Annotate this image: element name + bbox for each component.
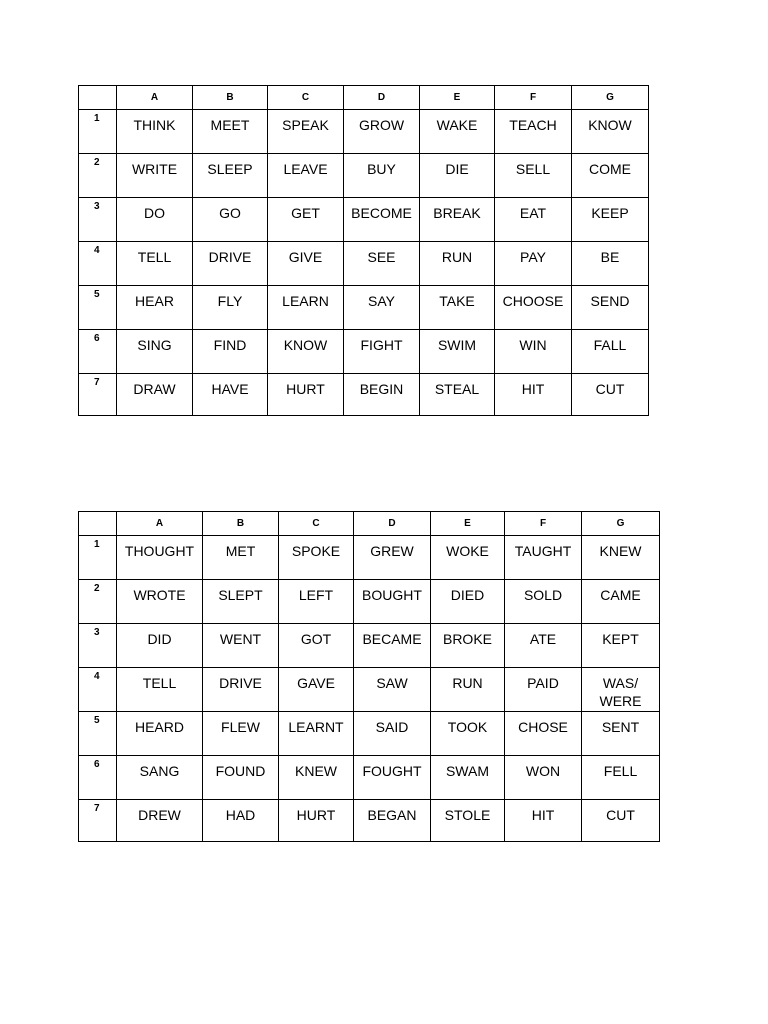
verb-cell: DID [117, 624, 203, 668]
verb-cell: FLEW [203, 712, 279, 756]
verb-cell: BUY [344, 154, 420, 198]
verb-cell: GAVE [279, 668, 354, 712]
column-header: G [582, 512, 660, 536]
verb-cell: DRIVE [193, 242, 268, 286]
corner-cell [79, 86, 117, 110]
verb-cell: CAME [582, 580, 660, 624]
header-row [79, 86, 649, 110]
verb-cell: WRITE [117, 154, 193, 198]
verb-cell: SPEAK [268, 110, 344, 154]
verb-cell: HURT [268, 374, 344, 416]
verb-cell: BE [572, 242, 649, 286]
verb-cell: SENT [582, 712, 660, 756]
verb-cell: SEND [572, 286, 649, 330]
verb-cell: THOUGHT [117, 536, 203, 580]
verb-cell: KEEP [572, 198, 649, 242]
verb-cell: TAUGHT [505, 536, 582, 580]
verb-cell: BEGAN [354, 800, 431, 842]
row-number: 3 [79, 624, 117, 668]
verb-cell: KNEW [279, 756, 354, 800]
verb-cell: DREW [117, 800, 203, 842]
column-header: A [117, 512, 203, 536]
verb-cell: LEAVE [268, 154, 344, 198]
table-row [79, 198, 649, 242]
table-row [79, 374, 649, 416]
verb-cell: THINK [117, 110, 193, 154]
verb-cell: SOLD [505, 580, 582, 624]
verb-cell: KEPT [582, 624, 660, 668]
table-row [79, 154, 649, 198]
verb-cell: GOT [279, 624, 354, 668]
verb-cell: LEARNT [279, 712, 354, 756]
verb-cell: SLEEP [193, 154, 268, 198]
verb-cell: WAS/ WERE [582, 668, 660, 712]
verb-cell: STOLE [431, 800, 505, 842]
row-number: 5 [79, 286, 117, 330]
verb-cell: KNEW [582, 536, 660, 580]
table-row [79, 668, 660, 712]
table-row [79, 286, 649, 330]
column-header: B [193, 86, 268, 110]
verb-cell: BREAK [420, 198, 495, 242]
verb-cell: FIGHT [344, 330, 420, 374]
verb-cell: CHOOSE [495, 286, 572, 330]
row-number: 4 [79, 242, 117, 286]
row-number: 6 [79, 756, 117, 800]
table-row [79, 330, 649, 374]
verb-cell: CUT [582, 800, 660, 842]
row-number: 5 [79, 712, 117, 756]
verb-cell: PAID [505, 668, 582, 712]
verb-cell: WIN [495, 330, 572, 374]
table-row [79, 536, 660, 580]
verb-cell: ATE [505, 624, 582, 668]
row-number: 4 [79, 668, 117, 712]
verb-cell: WON [505, 756, 582, 800]
verb-cell: DO [117, 198, 193, 242]
verb-cell: FOUND [203, 756, 279, 800]
verb-cell: FOUGHT [354, 756, 431, 800]
verb-cell: CHOSE [505, 712, 582, 756]
verb-cell: MET [203, 536, 279, 580]
verb-cell: SAW [354, 668, 431, 712]
verb-cell: SANG [117, 756, 203, 800]
verb-cell: WOKE [431, 536, 505, 580]
verb-cell: SLEPT [203, 580, 279, 624]
verb-cell: HIT [495, 374, 572, 416]
column-header: C [268, 86, 344, 110]
column-header: A [117, 86, 193, 110]
column-header: C [279, 512, 354, 536]
verb-cell: SING [117, 330, 193, 374]
verb-cell: GIVE [268, 242, 344, 286]
verb-cell: STEAL [420, 374, 495, 416]
table-row [79, 624, 660, 668]
column-header: B [203, 512, 279, 536]
verb-cell: FIND [193, 330, 268, 374]
verb-cell: LEFT [279, 580, 354, 624]
verb-cell: COME [572, 154, 649, 198]
verb-cell: BROKE [431, 624, 505, 668]
verb-cell: SELL [495, 154, 572, 198]
verb-cell: WAKE [420, 110, 495, 154]
verb-cell: FLY [193, 286, 268, 330]
verb-cell: FALL [572, 330, 649, 374]
verb-cell: SWAM [431, 756, 505, 800]
verb-cell: BECAME [354, 624, 431, 668]
header-row [79, 512, 660, 536]
column-header: F [495, 86, 572, 110]
verb-table-past-forms [78, 511, 660, 842]
verb-cell: TELL [117, 242, 193, 286]
verb-cell: BOUGHT [354, 580, 431, 624]
verb-cell: TOOK [431, 712, 505, 756]
verb-cell: CUT [572, 374, 649, 416]
verb-cell: BECOME [344, 198, 420, 242]
verb-cell: RUN [420, 242, 495, 286]
column-header: G [572, 86, 649, 110]
verb-cell: HEARD [117, 712, 203, 756]
verb-cell: SAY [344, 286, 420, 330]
row-number: 2 [79, 580, 117, 624]
verb-cell: HEAR [117, 286, 193, 330]
verb-cell: DIE [420, 154, 495, 198]
verb-cell: HAVE [193, 374, 268, 416]
table-row [79, 756, 660, 800]
row-number: 6 [79, 330, 117, 374]
verb-cell: GREW [354, 536, 431, 580]
column-header: E [431, 512, 505, 536]
verb-cell: EAT [495, 198, 572, 242]
verb-cell: SAID [354, 712, 431, 756]
verb-cell: GO [193, 198, 268, 242]
row-number: 2 [79, 154, 117, 198]
verb-cell: LEARN [268, 286, 344, 330]
verb-cell: KNOW [268, 330, 344, 374]
verb-cell: DIED [431, 580, 505, 624]
verb-cell: WENT [203, 624, 279, 668]
verb-cell: DRIVE [203, 668, 279, 712]
table-row [79, 110, 649, 154]
verb-cell: WROTE [117, 580, 203, 624]
column-header: F [505, 512, 582, 536]
row-number: 1 [79, 536, 117, 580]
table-row [79, 242, 649, 286]
column-header: D [344, 86, 420, 110]
verb-cell: DRAW [117, 374, 193, 416]
row-number: 7 [79, 374, 117, 416]
verb-cell: TAKE [420, 286, 495, 330]
verb-cell: PAY [495, 242, 572, 286]
table-row [79, 580, 660, 624]
column-header: E [420, 86, 495, 110]
verb-cell: KNOW [572, 110, 649, 154]
verb-cell: SPOKE [279, 536, 354, 580]
verb-cell: GROW [344, 110, 420, 154]
corner-cell [79, 512, 117, 536]
verb-cell: FELL [582, 756, 660, 800]
verb-cell: TELL [117, 668, 203, 712]
verb-cell: HAD [203, 800, 279, 842]
verb-cell: SEE [344, 242, 420, 286]
verb-cell: TEACH [495, 110, 572, 154]
verb-cell: HURT [279, 800, 354, 842]
table-row [79, 712, 660, 756]
verb-cell: SWIM [420, 330, 495, 374]
verb-cell: RUN [431, 668, 505, 712]
verb-cell: MEET [193, 110, 268, 154]
verb-cell: BEGIN [344, 374, 420, 416]
column-header: D [354, 512, 431, 536]
row-number: 3 [79, 198, 117, 242]
row-number: 7 [79, 800, 117, 842]
verb-cell: GET [268, 198, 344, 242]
verb-cell: HIT [505, 800, 582, 842]
table-row [79, 800, 660, 842]
row-number: 1 [79, 110, 117, 154]
verb-table-base-forms [78, 85, 649, 416]
